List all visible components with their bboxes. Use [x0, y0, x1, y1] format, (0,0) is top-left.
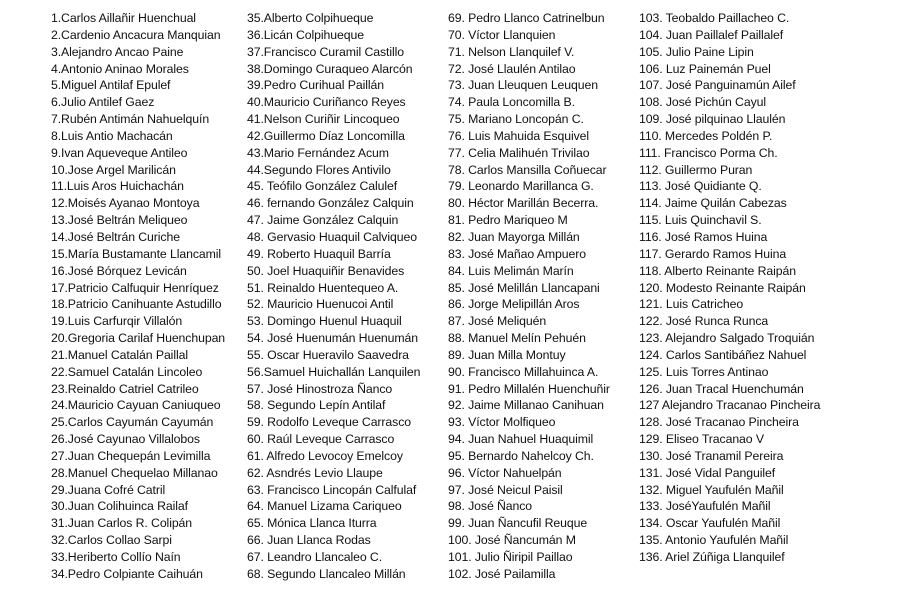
name-entry: 5.Miguel Antilaf Epulef	[51, 78, 171, 93]
name-entry: 109. José pilquinao Llaulén	[639, 112, 786, 127]
name-entry: 27.Juan Chequepán Levimilla	[51, 448, 211, 463]
name-entry: 78. Carlos Mansilla Coñuecar	[448, 162, 607, 177]
name-entry: 32.Carlos Collao Sarpi	[51, 533, 172, 548]
name-entry: 79. Leonardo Marillanca G.	[448, 179, 594, 194]
name-entry: 22.Samuel Catalán Lincoleo	[51, 364, 203, 379]
name-column-3	[448, 10, 610, 583]
name-entry: 120. Modesto Reinante Raipán	[639, 280, 806, 295]
name-entry: 41.Nelson Curiñir Lincoqueo	[247, 112, 400, 127]
name-entry: 61. Alfredo Levocoy Emelcoy	[247, 448, 403, 463]
name-entry: 97. José Neicul Paisil	[448, 482, 563, 497]
name-entry: 25.Carlos Cayumán Cayumán	[51, 415, 214, 430]
name-entry: 86. Jorge Melipillán Aros	[448, 297, 580, 312]
name-entry: 56.Samuel Huichallán Lanquilen	[247, 364, 421, 379]
name-entry: 20.Gregoria Carilaf Huenchupan	[51, 331, 226, 346]
name-entry: 100. José Ñancumán M	[448, 533, 576, 548]
name-entry: 45. Teófilo González Calulef	[247, 179, 398, 194]
name-entry: 72. José Llaulén Antilao	[448, 61, 576, 76]
name-entry: 74. Paula Loncomilla B.	[448, 95, 575, 110]
name-entry: 95. Bernardo Nahelcoy Ch.	[448, 448, 594, 463]
name-entry: 99. Juan Ñancufil Reuque	[448, 516, 588, 531]
name-entry: 6.Julio Antilef Gaez	[51, 95, 155, 110]
name-entry: 55. Oscar Hueravilo Saavedra	[247, 347, 409, 362]
name-entry: 81. Pedro Mariqueo M	[448, 213, 568, 228]
name-entry: 4.Antonio Aninao Morales	[51, 61, 189, 76]
name-column-2	[247, 10, 420, 583]
name-entry: 29.Juana Cofré Catril	[51, 482, 166, 497]
name-entry: 123. Alejandro Salgado Troquián	[639, 331, 815, 346]
name-entry: 126. Juan Tracal Huenchumán	[639, 381, 804, 396]
name-entry: 34.Pedro Colpiante Caihuán	[51, 566, 203, 581]
name-entry: 28.Manuel Chequelao Millanao	[51, 465, 218, 480]
name-entry: 17.Patricio Calfuquir Henríquez	[51, 280, 219, 295]
name-entry: 54. José Huenumán Huenumán	[247, 331, 419, 346]
name-entry: 103. Teobaldo Paillacheo C.	[639, 11, 790, 25]
name-entry: 96. Víctor Nahuelpán	[448, 465, 562, 480]
name-entry: 38.Domingo Curaqueo Alarcón	[247, 61, 413, 76]
name-entry: 128. José Tracanao Pincheira	[639, 415, 799, 430]
name-entry: 63. Francisco Lincopán Calfulaf	[247, 482, 417, 497]
name-entry: 133. JoséYaufulén Mañil	[639, 499, 771, 514]
name-column-1	[51, 10, 225, 583]
name-entry: 80. Héctor Marillán Becerra.	[448, 196, 599, 211]
name-entry: 121. Luis Catricheo	[639, 297, 744, 312]
name-entry: 47. Jaime González Calquin	[247, 213, 399, 228]
name-entry: 40.Mauricio Curiñanco Reyes	[247, 95, 406, 110]
name-entry: 124. Carlos Santibáñez Nahuel	[639, 347, 807, 362]
name-entry: 111. Francisco Porma Ch.	[639, 145, 778, 160]
name-entry: 71. Nelson Llanquilef V.	[448, 44, 575, 59]
name-entry: 50. Joel Huaquiñir Benavides	[247, 263, 405, 278]
name-entry: 46. fernando González Calquin	[247, 196, 414, 211]
name-entry: 130. José Tranamil Pereira	[639, 448, 784, 463]
name-entry: 135. Antonio Yaufulén Mañil	[639, 533, 789, 548]
name-entry: 90. Francisco Millahuinca A.	[448, 364, 599, 379]
name-entry: 107. José Panguinamún Ailef	[639, 78, 796, 93]
name-entry: 125. Luis Torres Antinao	[639, 364, 769, 379]
name-entry: 101. Julio Ñiripil Paillao	[448, 550, 573, 564]
name-entry: 68. Segundo Llancaleo Millán	[247, 566, 406, 581]
name-entry: 37.Francisco Curamil Castillo	[247, 44, 405, 59]
name-entry: 26.José Cayunao Villalobos	[51, 432, 200, 447]
name-entry: 77. Celia Malihuén Trivilao	[448, 145, 590, 160]
name-entry: 114. Jaime Quilán Cabezas	[639, 196, 787, 211]
name-entry: 127 Alejandro Tracanao Pincheira	[639, 398, 821, 413]
name-entry: 98. José Ñanco	[448, 499, 533, 514]
name-entry: 85. José Melillán Llancapani	[448, 280, 600, 295]
name-entry: 33.Heriberto Collío Naín	[51, 550, 181, 564]
name-entry: 15.María Bustamante Llancamil	[51, 246, 222, 261]
name-entry: 16.José Bórquez Levicán	[51, 263, 187, 278]
name-entry: 21.Manuel Catalán Paillal	[51, 347, 188, 362]
name-entry: 70. Víctor Llanquien	[448, 27, 556, 42]
name-entry: 73. Juan Lleuquen Leuquen	[448, 78, 598, 93]
name-entry: 102. José Pailamilla	[448, 566, 556, 581]
name-entry: 24.Mauricio Cayuan Caniuqueo	[51, 398, 221, 413]
name-entry: 57. José Hinostroza Ñanco	[247, 381, 393, 396]
name-entry: 87. José Meliquén	[448, 314, 547, 329]
name-entry: 53. Domingo Huenul Huaquil	[247, 314, 402, 329]
name-entry: 8.Luis Antio Machacán	[51, 128, 173, 143]
name-entry: 83. José Mañao Ampuero	[448, 246, 586, 261]
name-entry: 66. Juan Llanca Rodas	[247, 533, 371, 548]
name-entry: 1.Carlos Aillañir Huenchual	[51, 11, 196, 25]
name-entry: 11.Luis Aros Huichachán	[51, 179, 184, 194]
name-entry: 92. Jaime Millanao Canihuan	[448, 398, 604, 413]
name-entry: 49. Roberto Huaquil Barría	[247, 246, 391, 261]
name-entry: 110. Mercedes Poldén P.	[639, 128, 773, 143]
name-entry: 106. Luz Painemán Puel	[639, 61, 771, 76]
name-entry: 35.Alberto Colpihueque	[247, 11, 374, 25]
name-entry: 9.Ivan Aqueveque Antileo	[51, 145, 188, 160]
name-entry: 115. Luis Quinchavil S.	[639, 213, 762, 228]
name-entry: 13.José Beltrán Meliqueo	[51, 213, 188, 228]
name-entry: 117. Gerardo Ramos Huina	[639, 246, 787, 261]
name-entry: 129. Eliseo Tracanao V	[639, 432, 764, 447]
name-entry: 65. Mónica Llanca Iturra	[247, 516, 377, 531]
name-entry: 89. Juan Milla Montuy	[448, 347, 566, 362]
name-entry: 64. Manuel Lizama Cariqueo	[247, 499, 402, 514]
name-entry: 36.Licán Colpihueque	[247, 27, 364, 42]
name-entry: 42.Guillermo Díaz Loncomilla	[247, 128, 405, 143]
name-entry: 39.Pedro Curihual Paillán	[247, 78, 384, 93]
name-entry: 23.Reinaldo Catriel Catrileo	[51, 381, 199, 396]
name-entry: 59. Rodolfo Leveque Carrasco	[247, 415, 411, 430]
name-entry: 75. Mariano Loncopán C.	[448, 112, 584, 127]
name-entry: 2.Cardenio Ancacura Manquian	[51, 27, 221, 42]
name-entry: 69. Pedro Llanco Catrinelbun	[448, 11, 605, 25]
name-entry: 10.Jose Argel Marilicán	[51, 162, 176, 177]
name-entry: 108. José Pichún Cayul	[639, 95, 766, 110]
name-entry: 91. Pedro Millalén Huenchuñir	[448, 381, 610, 396]
name-entry: 44.Segundo Flores Antivilo	[247, 162, 391, 177]
name-entry: 105. Julio Paine Lipin	[639, 44, 754, 59]
name-entry: 58. Segundo Lepín Antilaf	[247, 398, 386, 413]
name-entry: 93. Víctor Molfiqueo	[448, 415, 556, 430]
name-entry: 43.Mario Fernández Acum	[247, 145, 389, 160]
name-entry: 48. Gervasio Huaquil Calviqueo	[247, 229, 417, 244]
name-column-4	[639, 10, 820, 566]
name-entry: 12.Moisés Ayanao Montoya	[51, 196, 200, 211]
name-entry: 94. Juan Nahuel Huaquimil	[448, 432, 594, 447]
name-entry: 19.Luis Carfurqir Villalón	[51, 314, 183, 329]
name-entry: 62. Asndrés Levio Llaupe	[247, 465, 383, 480]
name-entry: 67. Leandro Llancaleo C.	[247, 550, 383, 564]
name-entry: 51. Reinaldo Huentequeo A.	[247, 280, 399, 295]
name-entry: 14.José Beltrán Curiche	[51, 229, 180, 244]
name-entry: 131. José Vidal Panguilef	[639, 465, 776, 480]
name-entry: 136. Ariel Zúñiga Llanquilef	[639, 550, 785, 564]
name-entry: 60. Raúl Leveque Carrasco	[247, 432, 395, 447]
name-entry: 7.Rubén Antimán Nahuelquín	[51, 112, 210, 127]
name-entry: 52. Mauricio Huenucoi Antil	[247, 297, 394, 312]
name-entry: 116. José Ramos Huina	[639, 229, 768, 244]
name-entry: 18.Patricio Canihuante Astudillo	[51, 297, 222, 312]
name-entry: 132. Miguel Yaufulén Mañil	[639, 482, 784, 497]
name-entry: 122. José Runca Runca	[639, 314, 769, 329]
name-entry: 134. Oscar Yaufulén Mañil	[639, 516, 781, 531]
name-entry: 112. Guillermo Puran	[639, 162, 753, 177]
name-entry: 113. José Quidiante Q.	[639, 179, 762, 194]
name-entry: 76. Luis Mahuida Esquivel	[448, 128, 590, 143]
name-entry: 30.Juan Colihuinca Railaf	[51, 499, 188, 514]
name-entry: 84. Luis Melimán Marín	[448, 263, 574, 278]
name-entry: 3.Alejandro Ancao Paine	[51, 44, 184, 59]
name-entry: 104. Juan Paillalef Paillalef	[639, 27, 784, 42]
name-entry: 118. Alberto Reinante Raipán	[639, 263, 796, 278]
name-entry: 31.Juan Carlos R. Colipán	[51, 516, 193, 531]
name-entry: 88. Manuel Melín Pehuén	[448, 331, 586, 346]
name-entry: 82. Juan Mayorga Millán	[448, 229, 580, 244]
